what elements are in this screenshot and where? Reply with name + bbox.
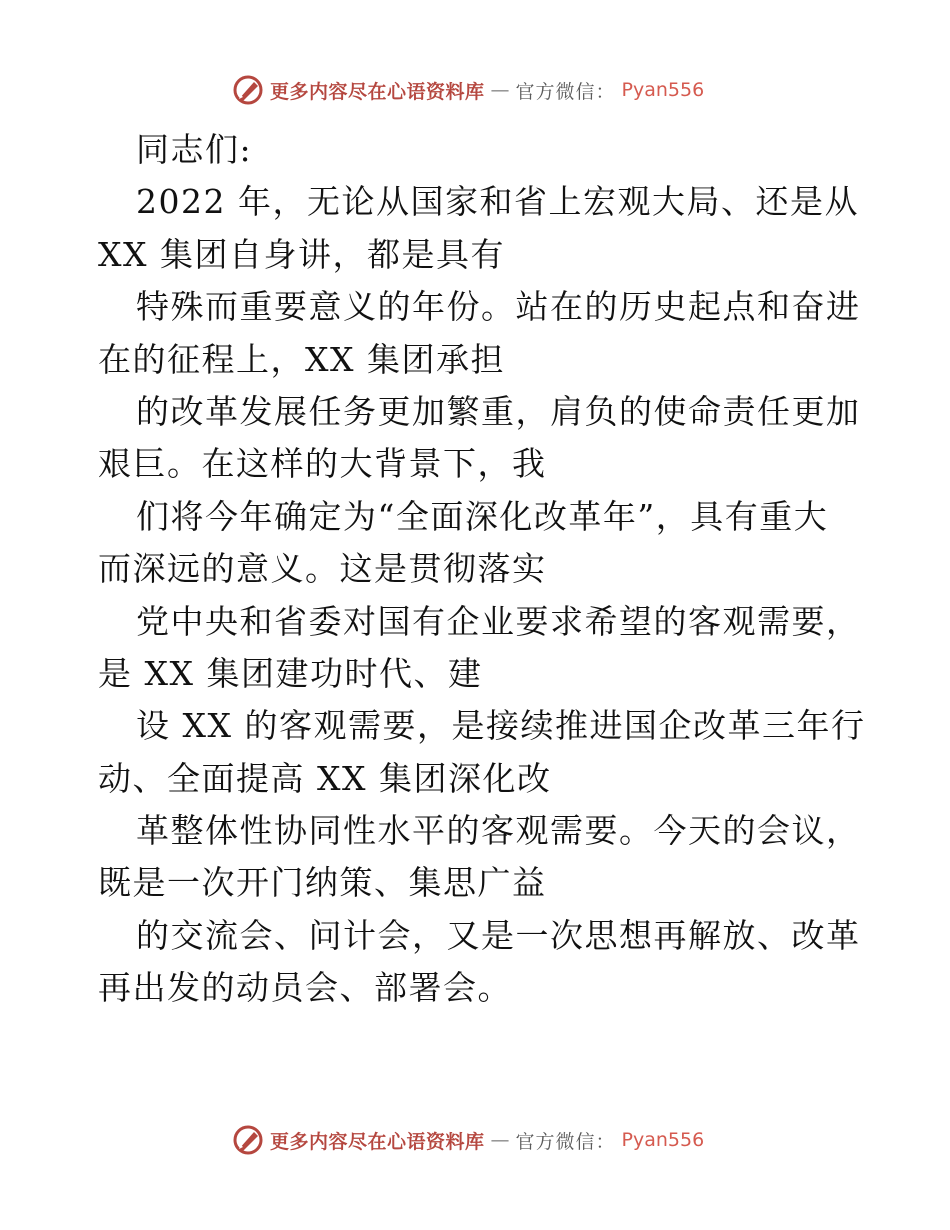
text-line: 在的征程上，XX 集团承担 <box>98 339 505 379</box>
watermark-brand: 更多内容尽在心语资料库 <box>270 1130 485 1153</box>
text-line: 既是一次开门纳策、集思广益 <box>98 863 547 903</box>
text-line: 特殊而重要意义的年份。站在的历史起点和奋进 <box>136 287 861 327</box>
quill-pen-icon <box>232 74 264 106</box>
text-line: 同志们: <box>136 130 253 169</box>
text-line: 的改革发展任务更加繁重，肩负的使命责任更加 <box>136 391 861 431</box>
watermark-dash: — <box>490 79 510 101</box>
watermark-wechat-id: Pyan556 <box>621 1129 705 1151</box>
header-watermark <box>232 72 704 108</box>
footer-watermark <box>232 1122 704 1158</box>
text-line: 动、全面提高 XX 集团深化改 <box>98 758 552 798</box>
watermark-brand: 更多内容尽在心语资料库 <box>270 80 485 103</box>
text-line: 设 XX 的客观需要，是接续推进国企改革三年行 <box>136 706 866 746</box>
text-line: 2022 年，无论从国家和省上宏观大局、还是从 <box>136 182 859 222</box>
watermark-wechat-label: 官方微信： <box>515 1130 616 1153</box>
text-line: 再出发的动员会、部署会。 <box>98 968 512 1008</box>
text-line: 党中央和省委对国有企业要求希望的客观需要， <box>136 601 861 641</box>
text-line: 的交流会、问计会，又是一次思想再解放、改革 <box>136 915 861 955</box>
text-line: 们将今年确定为“全面深化改革年”，具有重大 <box>136 496 829 536</box>
watermark-dash: — <box>490 1129 510 1151</box>
document-body <box>98 124 866 1015</box>
text-line: XX 集团自身讲，都是具有 <box>98 234 505 274</box>
watermark-wechat-id: Pyan556 <box>621 79 705 101</box>
text-line: 革整体性协同性水平的客观需要。今天的会议， <box>136 811 861 851</box>
text-line: 是 XX 集团建功时代、建 <box>98 653 483 693</box>
text-line: 艰巨。在这样的大背景下，我 <box>98 444 547 484</box>
quill-pen-icon <box>232 1124 264 1156</box>
watermark-wechat-label: 官方微信： <box>515 80 616 103</box>
text-line: 而深远的意义。这是贯彻落实 <box>98 549 547 589</box>
